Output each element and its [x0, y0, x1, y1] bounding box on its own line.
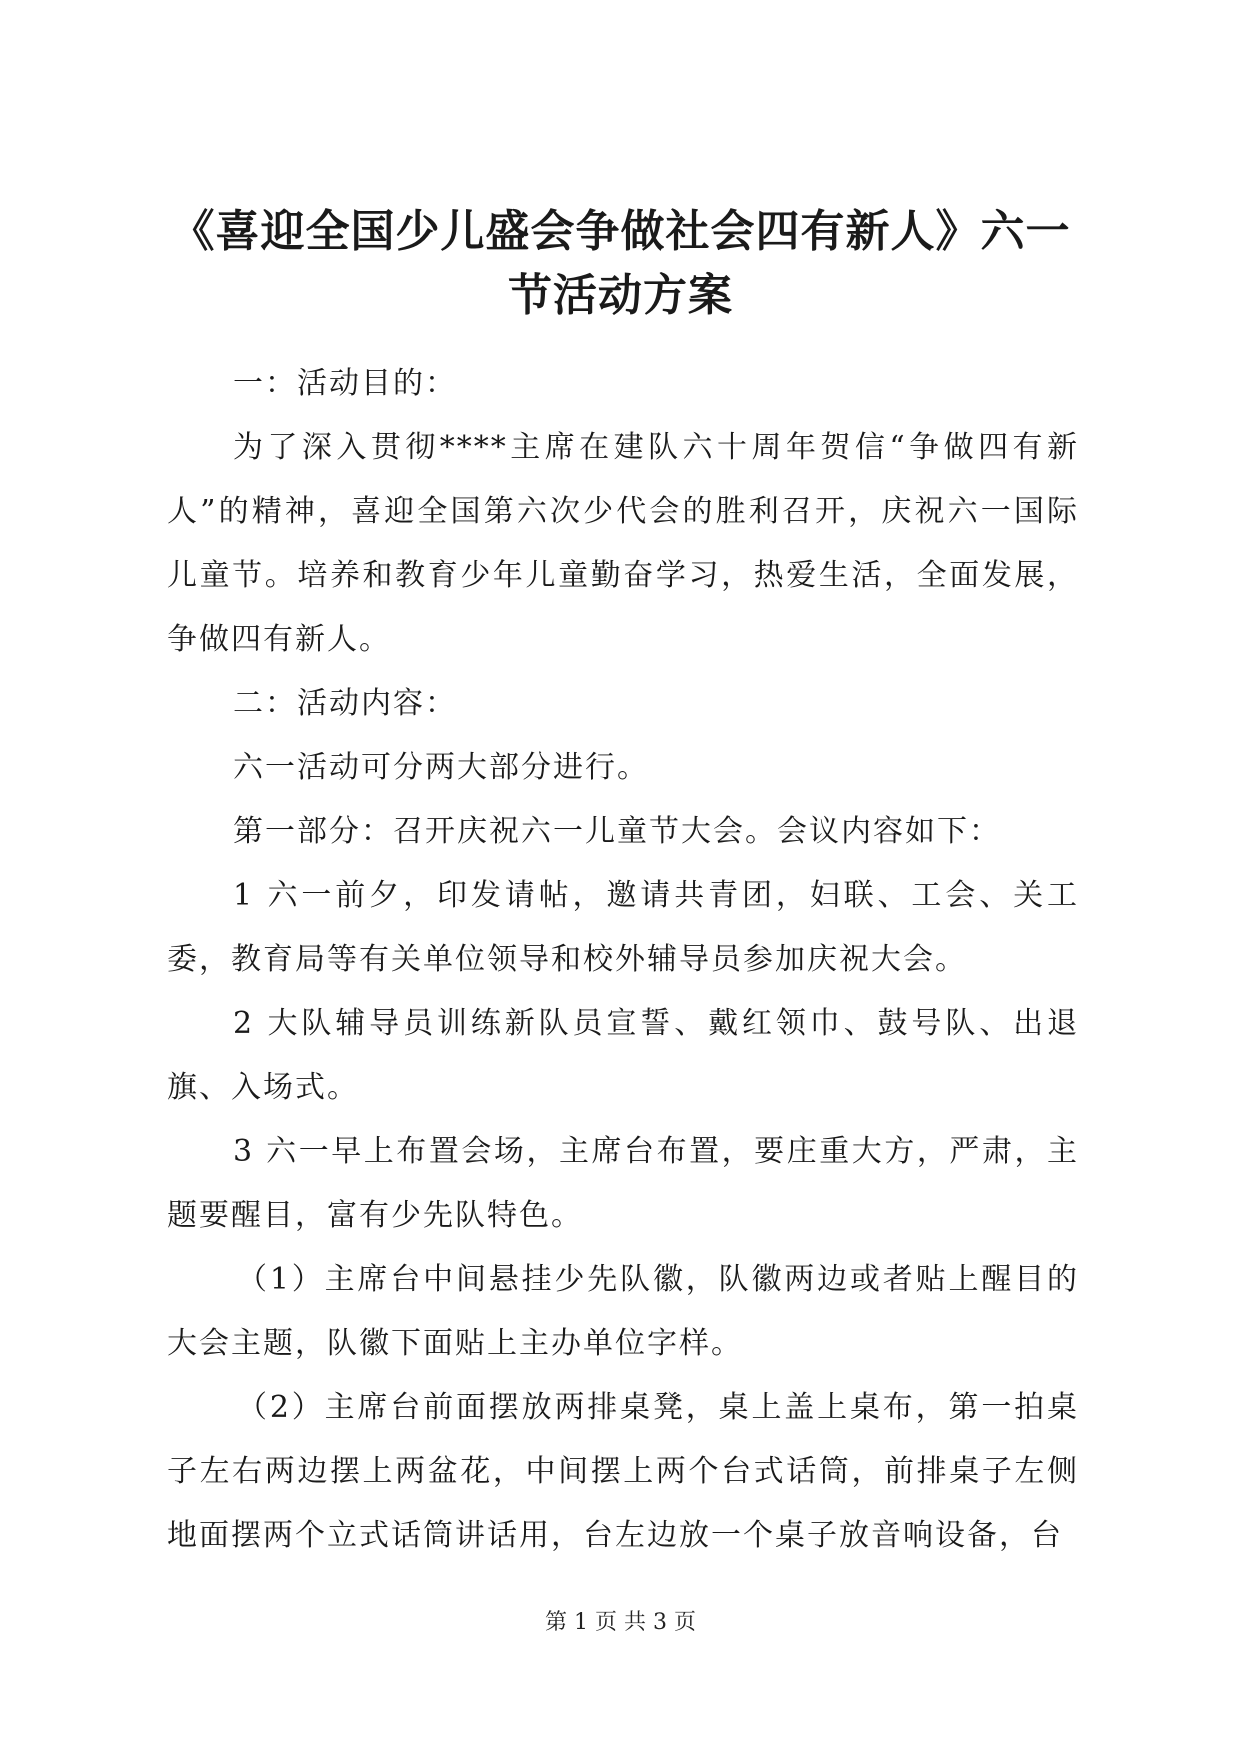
paragraph-part-one: 第一部分：召开庆祝六一儿童节大会。会议内容如下： [233, 814, 1001, 849]
section-heading-purpose: 一：活动目的： [233, 366, 457, 401]
page-footer: 第 1 页 共 3 页 [545, 1610, 696, 1635]
list-item-3: 3 六一早上布置会场，主席台布置，要庄重大方，严肃，主题要醒目，富有少先队特色。 [167, 1134, 1079, 1233]
section-heading-content: 二：活动内容： [233, 686, 457, 721]
list-item-2: 2 大队辅导员训练新队员宣誓、戴红领巾、鼓号队、出退旗、入场式。 [167, 1006, 1079, 1105]
sub-item-2: （2）主席台前面摆放两排桌凳，桌上盖上桌布，第一拍桌子左右两边摆上两盆花，中间摆上两个台式话筒，前排桌子左侧地面摆两个立式话筒讲话用，台左边放一个桌子放音响设备，台 [167, 1390, 1079, 1553]
paragraph-purpose: 为了深入贯彻****主席在建队六十周年贺信“争做四有新人”的精神，喜迎全国第六次少代会的胜利召开，庆祝六一国际儿童节。培养和教育少年儿童勤奋学习，热爱生活，全面发展，争做四有新人。 [167, 430, 1079, 657]
document-title: 《喜迎全国少儿盛会争做社会四有新人》六一节活动方案 [170, 206, 1071, 321]
list-item-1: 1 六一前夕，印发请帖，邀请共青团，妇联、工会、关工委，教育局等有关单位领导和校外辅导员参加庆祝大会。 [167, 878, 1079, 977]
document-body [167, 352, 1079, 1568]
paragraph-overview: 六一活动可分两大部分进行。 [233, 750, 649, 785]
sub-item-1: （1）主席台中间悬挂少先队徽，队徽两边或者贴上醒目的大会主题，队徽下面贴上主办单位字样。 [167, 1262, 1079, 1361]
